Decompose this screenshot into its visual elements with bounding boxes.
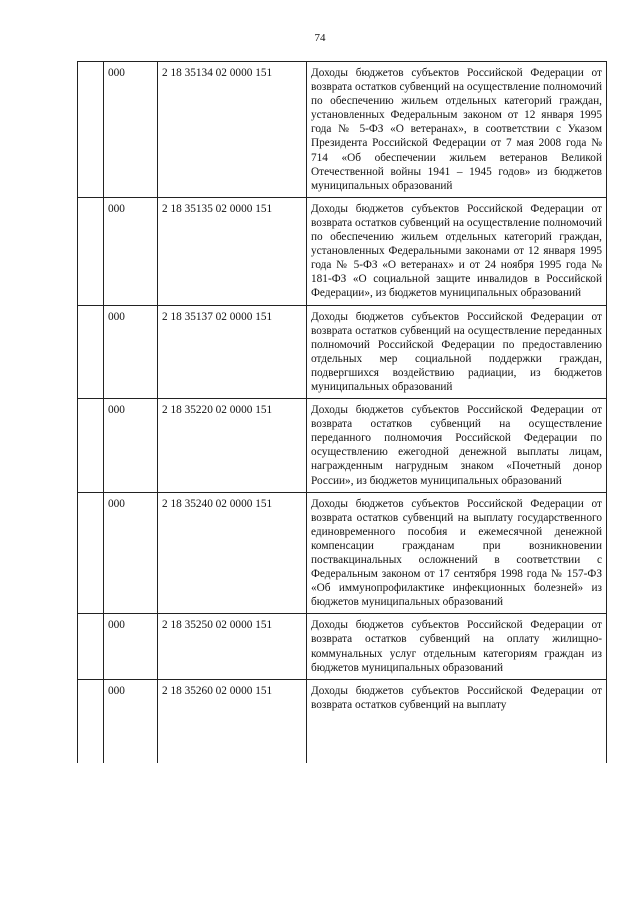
revenue-name-cell: Доходы бюджетов субъектов Российской Федерации от возврата остатков субвенций на осуществление переданных полномочий Российской Федерации по предоставлению отдельных мер социальной поддержки граждан, подвергшихся воздействию радиации, из бюджетов муниципальных образований — [307, 305, 607, 399]
admin-code-cell: 000 — [104, 62, 158, 198]
table-row — [78, 399, 607, 493]
revenue-name-cell: Доходы бюджетов субъектов Российской Федерации от возврата остатков субвенций на осуществление полномочий по обеспечению жильем отдельных категорий граждан, установленных Федеральным законом от 12 января 1995 года № 5-ФЗ «О ветеранах», в соответствии с Указом Президента Российской Федерации от 7 мая 2008 года № 714 «Об обеспечении жильем ветеранов Великой Отечественной войны 1941 – 1945 годов» из бюджетов муниципальных образований — [307, 62, 607, 198]
budget-code-cell: 2 18 35240 02 0000 151 — [158, 492, 307, 614]
revenue-name-cell: Доходы бюджетов субъектов Российской Федерации от возврата остатков субвенций на выплату государственного единовременного пособия и ежемесячной денежной компенсации гражданам при возникновении поствакцинальных осложнений в соответствии с Федеральным законом от 17 сентября 1998 года № 157-ФЗ «Об иммунопрофилактике инфекционных болезней» из бюджетов муниципальных образований — [307, 492, 607, 614]
budget-code-cell: 2 18 35220 02 0000 151 — [158, 399, 307, 493]
blank-cell — [78, 492, 104, 614]
admin-code-cell: 000 — [104, 614, 158, 679]
budget-code-cell: 2 18 35250 02 0000 151 — [158, 614, 307, 679]
budget-code-cell: 2 18 35135 02 0000 151 — [158, 197, 307, 305]
table-row — [78, 614, 607, 679]
blank-cell — [78, 679, 104, 763]
admin-code-cell: 000 — [104, 399, 158, 493]
table-row — [78, 197, 607, 305]
revenue-name-cell: Доходы бюджетов субъектов Российской Федерации от возврата остатков субвенций на оплату жилищно-коммунальных услуг отдельным категориям граждан из бюджетов муниципальных образований — [307, 614, 607, 679]
table-row — [78, 305, 607, 399]
blank-cell — [78, 197, 104, 305]
table-row — [78, 492, 607, 614]
budget-code-cell: 2 18 35137 02 0000 151 — [158, 305, 307, 399]
table-row — [78, 62, 607, 198]
page-number: 74 — [314, 32, 326, 44]
budget-revenue-table — [77, 61, 607, 763]
admin-code-cell: 000 — [104, 197, 158, 305]
admin-code-cell: 000 — [104, 492, 158, 614]
blank-cell — [78, 614, 104, 679]
blank-cell — [78, 305, 104, 399]
blank-cell — [78, 62, 104, 198]
budget-code-cell: 2 18 35134 02 0000 151 — [158, 62, 307, 198]
budget-code-cell: 2 18 35260 02 0000 151 — [158, 679, 307, 763]
revenue-name-cell: Доходы бюджетов субъектов Российской Федерации от возврата остатков субвенций на осуществление переданного полномочия Российской Федерации по осуществлению ежегодной денежной выплаты лицам, награжденным нагрудным знаком «Почетный донор России», из бюджетов муниципальных образований — [307, 399, 607, 493]
blank-cell — [78, 399, 104, 493]
table-row — [78, 679, 607, 763]
admin-code-cell: 000 — [104, 679, 158, 763]
admin-code-cell: 000 — [104, 305, 158, 399]
revenue-name-cell: Доходы бюджетов субъектов Российской Федерации от возврата остатков субвенций на выплату — [307, 679, 607, 763]
revenue-name-cell: Доходы бюджетов субъектов Российской Федерации от возврата остатков субвенций на осуществление полномочий по обеспечению жильем отдельных категорий граждан, установленных Федеральными законами от 12 января 1995 года № 5-ФЗ «О ветеранах» и от 24 ноября 1995 года № 181-ФЗ «О социальной защите инвалидов в Российской Федерации», из бюджетов муниципальных образований — [307, 197, 607, 305]
